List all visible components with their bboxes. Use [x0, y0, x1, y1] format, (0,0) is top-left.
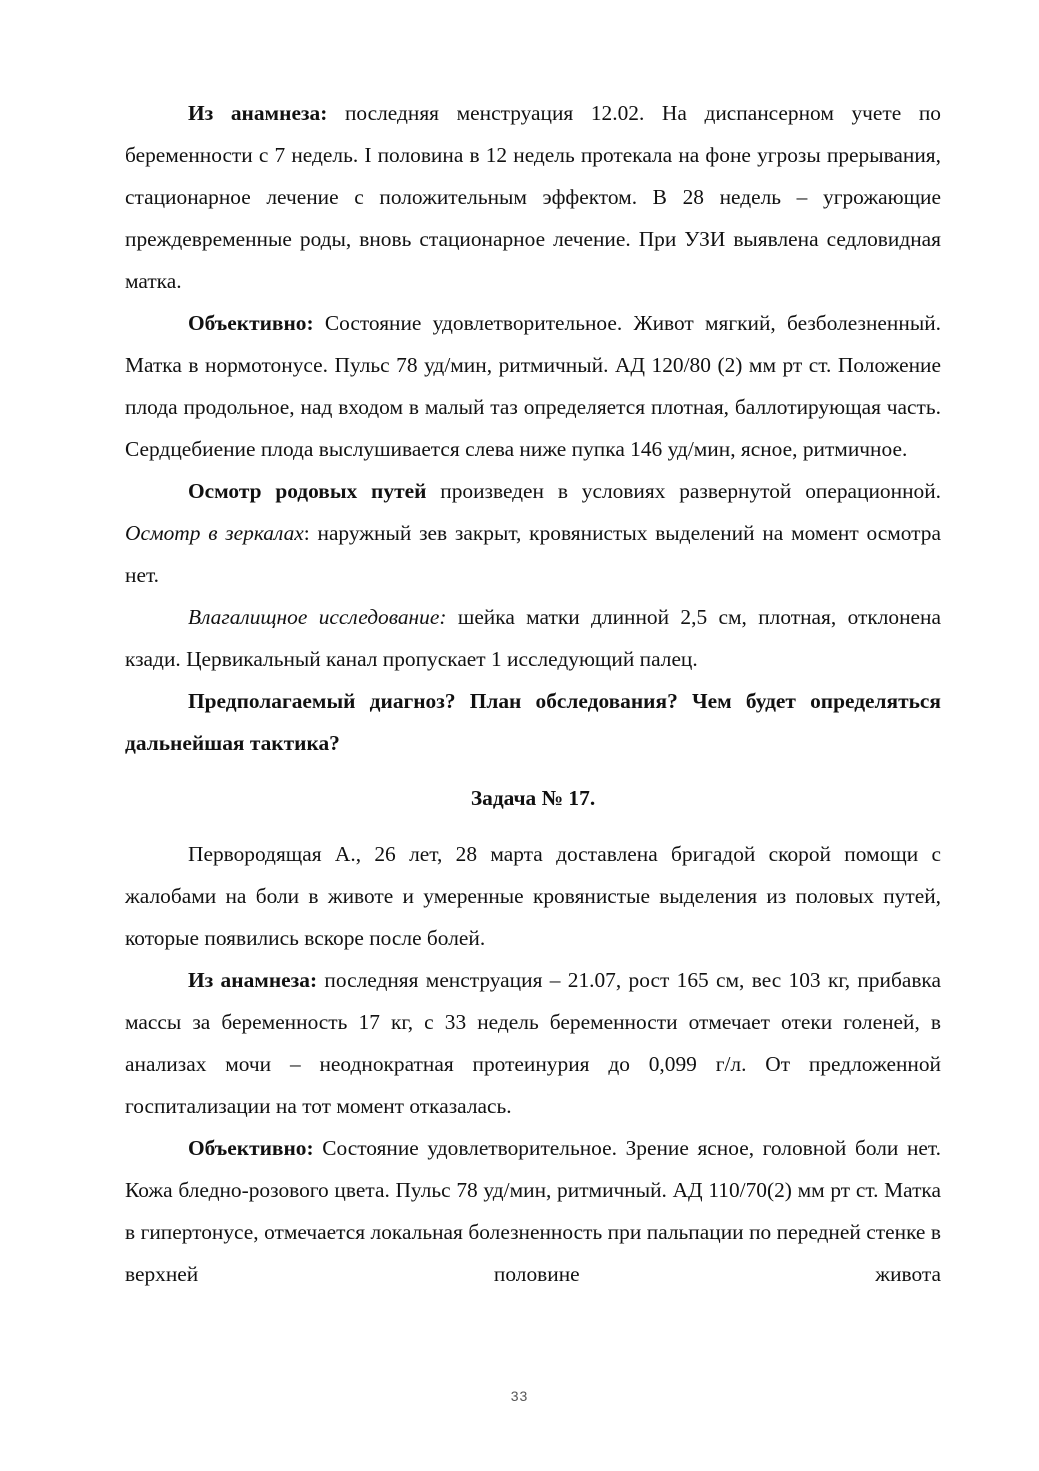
paragraph-anamnesis	[125, 92, 941, 302]
anamnesis-2-label: Из анамнеза:	[188, 968, 318, 992]
birth-canal-exam-text: произведен в условиях развернутой операционной.	[426, 479, 942, 503]
speculum-exam-text: : наружный зев закрыт, кровянистых выделений на момент осмотра нет.	[125, 521, 941, 587]
paragraph-birth-canal-exam	[125, 470, 941, 596]
speculum-exam-label: Осмотр в зеркалах	[125, 521, 304, 545]
questions-text: Предполагаемый диагноз? План обследования? Чем будет определяться дальнейшая тактика?	[125, 689, 941, 755]
task-heading: Задача № 17.	[470, 786, 596, 810]
objective-label: Объективно:	[188, 311, 314, 335]
birth-canal-exam-label: Осмотр родовых путей	[188, 479, 427, 503]
paragraph-questions	[125, 680, 941, 764]
paragraph-objective-2	[125, 1127, 941, 1295]
task-intro-text: Первородящая А., 26 лет, 28 марта доставлена бригадой скорой помощи с жалобами на боли в животе и умеренные кровянистые выделения из половых путей, которые появились вскоре после болей.	[125, 842, 941, 950]
paragraph-anamnesis-2	[125, 959, 941, 1127]
anamnesis-text: последняя менструация 12.02. На диспансерном учете по беременности с 7 недель. I половина в 12 недель протекала на фоне угрозы прерывания, стационарное лечение с положительным эффектом. В 28 недель – угрожающие преждевременные роды, вновь стационарное лечение. При УЗИ выявлена седловидная матка.	[125, 101, 941, 293]
anamnesis-label: Из анамнеза:	[188, 101, 328, 125]
vaginal-exam-text: шейка матки длинной 2,5 см, плотная, отклонена кзади. Цервикальный канал пропускает 1 исследующий палец.	[125, 605, 941, 671]
paragraph-objective	[125, 302, 941, 470]
vaginal-exam-label: Влагалищное исследование:	[188, 605, 447, 629]
objective-text: Состояние удовлетворительное. Живот мягкий, безболезненный. Матка в нормотонусе. Пульс 78 уд/мин, ритмичный. АД 120/80 (2) мм рт ст. Положение плода продольное, над входом в малый таз определяется плотная, баллотирующая часть. Сердцебиение плода выслушивается слева ниже пупка 146 уд/мин, ясное, ритмичное.	[125, 311, 941, 461]
anamnesis-2-text: последняя менструация – 21.07, рост 165 см, вес 103 кг, прибавка массы за беременность 17 кг, с 33 недель беременности отмечает отеки голеней, в анализах мочи – неоднократная протеинурия до 0,099 г/л. От предложенной госпитализации на тот момент отказалась.	[125, 968, 941, 1118]
paragraph-task-intro	[125, 833, 941, 959]
objective-2-label: Объективно:	[188, 1136, 314, 1160]
objective-2-text: Состояние удовлетворительное. Зрение ясное, головной боли нет. Кожа бледно-розового цвета. Пульс 78 уд/мин, ритмичный. АД 110/70(2) мм рт ст. Матка в гипертонусе, отмечается локальная болезненность при пальпации по передней стенке в верхней половине живота	[125, 1136, 941, 1286]
paragraph-vaginal-exam	[125, 596, 941, 680]
page-number: 33	[510, 1388, 529, 1404]
document-page	[125, 92, 941, 1295]
